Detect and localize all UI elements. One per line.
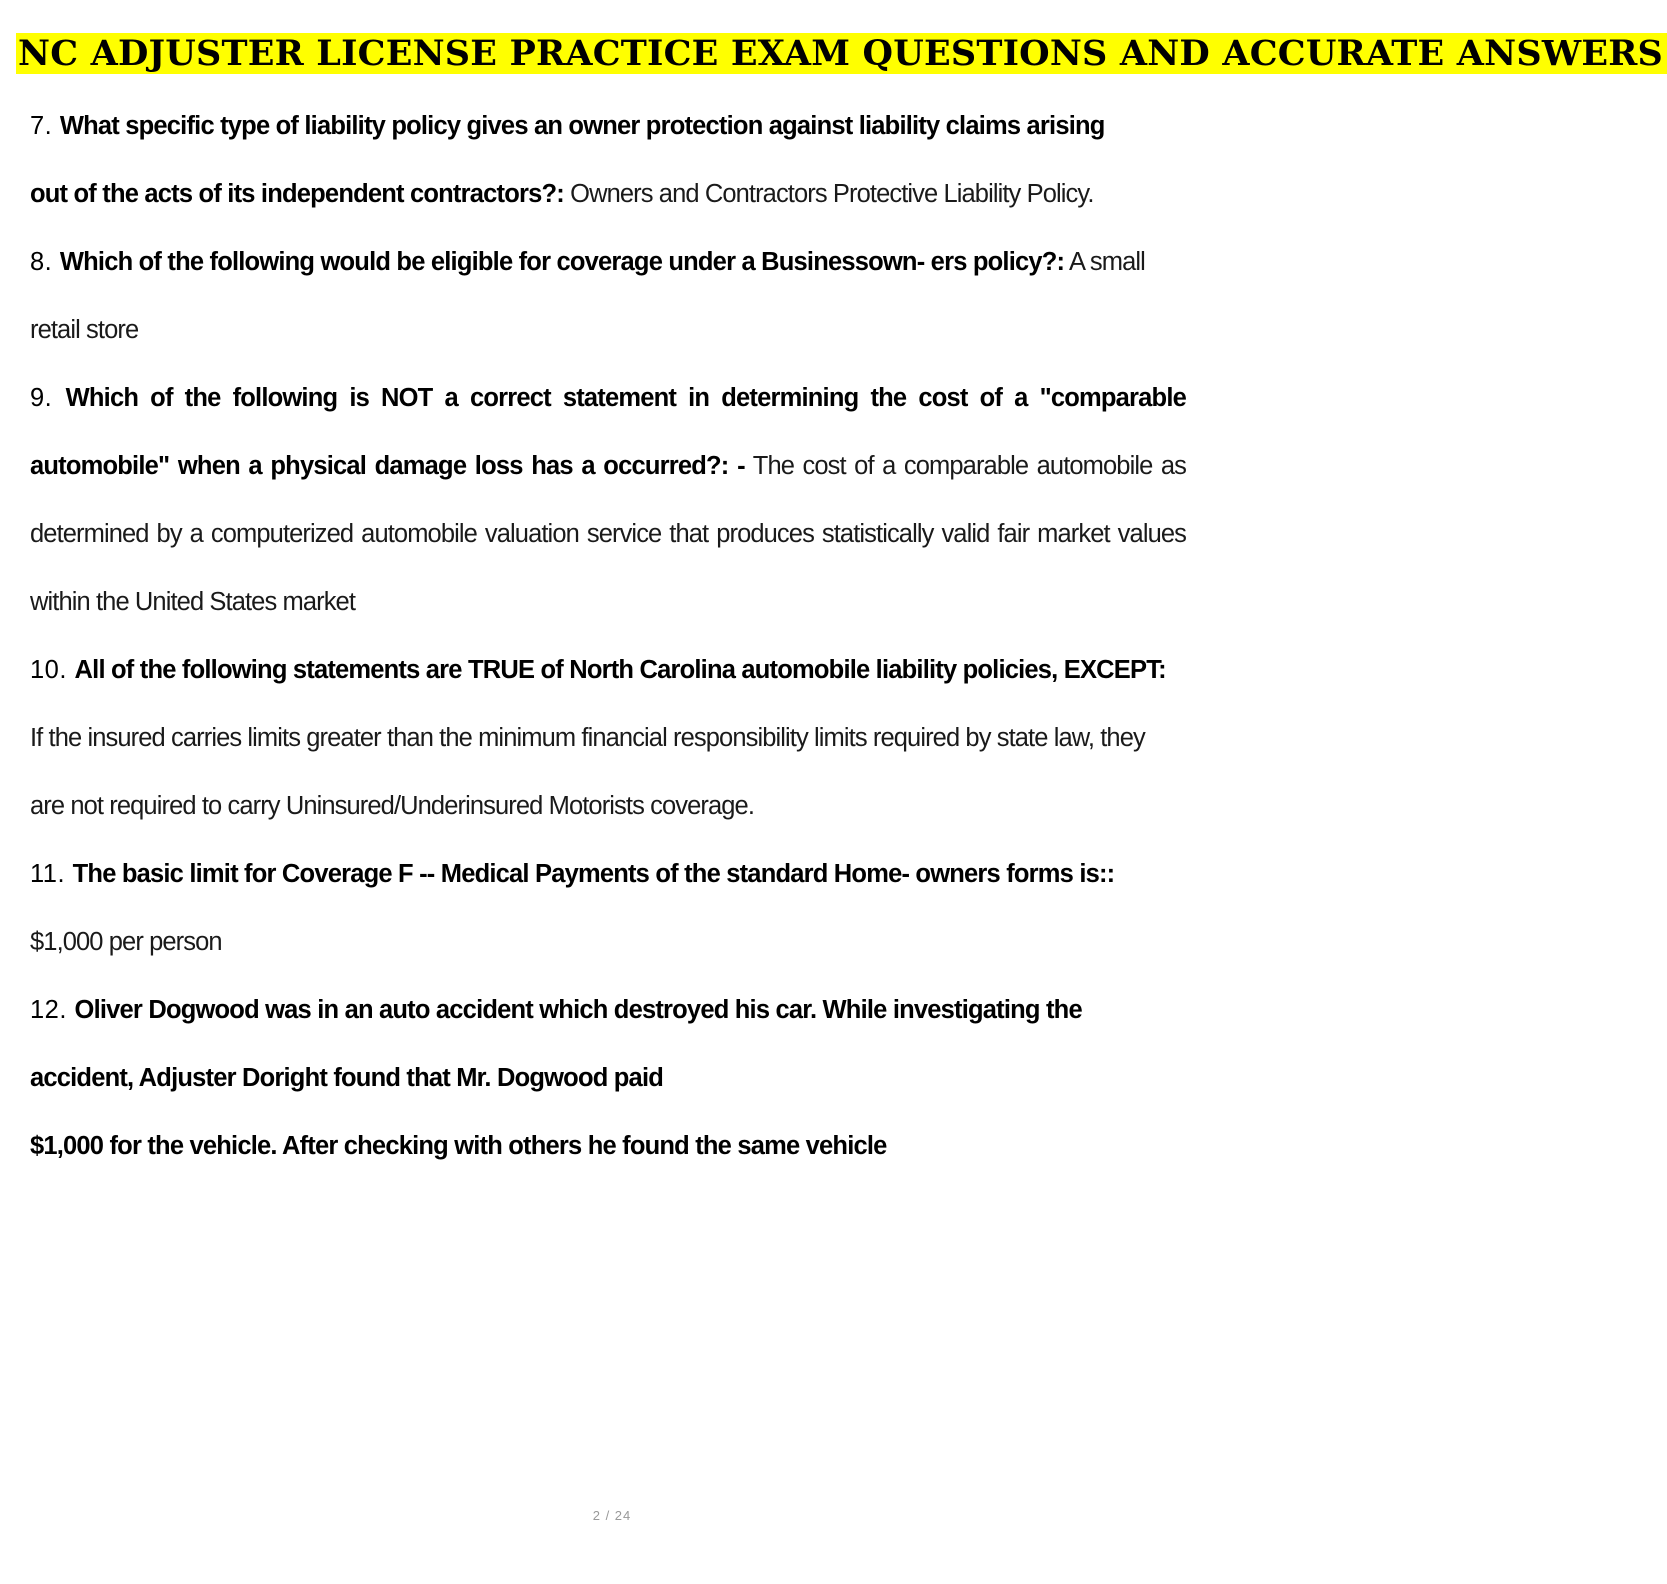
question-item-7: [30, 92, 1120, 228]
question-item-12: [30, 976, 1140, 1180]
answer-text: A small retail store: [30, 248, 1145, 344]
question-number: 10.: [30, 656, 75, 684]
question-text: The basic limit for Coverage F -- Medical Payments of the standard Home- owners forms is::: [72, 860, 1115, 888]
answer-text: If the insured carries limits greater than the minimum financial responsibility limits required by state law, they are not required to carry Uninsured/Underinsured Motorists coverage.: [30, 724, 1145, 820]
question-text-continued: $1,000 for the vehicle. After checking with others he found the same vehicle: [30, 1132, 887, 1160]
question-number: 8.: [30, 248, 60, 276]
question-number: 12.: [30, 996, 75, 1024]
question-number: 11.: [30, 860, 73, 888]
answer-text: The cost of a comparable automobile as determined by a computerized automobile valuation service that produces statistically valid fair market values within the United States market: [30, 452, 1187, 616]
question-text: What specific type of liability policy gives an owner protection against liability claims arising out of the acts of its independent contractors?:: [30, 112, 1105, 208]
question-text: All of the following statements are TRUE of North Carolina automobile liability policies, EXCEPT:: [74, 656, 1166, 684]
question-item-10: [30, 636, 1170, 840]
question-item-8: [30, 228, 1186, 364]
answer-text: $1,000 per person: [30, 928, 222, 956]
question-item-9: [30, 364, 1186, 636]
question-number: 9.: [30, 384, 66, 412]
question-text: Which of the following is NOT a correct statement in determining the cost of a "comparable automobile" when a physical damage loss has a occurred?: -: [30, 384, 1186, 480]
document-title: [16, 28, 1663, 80]
question-number: 7.: [30, 112, 60, 140]
answer-text: Owners and Contractors Protective Liability Policy.: [563, 180, 1094, 208]
page-indicator: 2 / 24: [592, 1508, 632, 1523]
question-text: Oliver Dogwood was in an auto accident which destroyed his car. While investigating the accident, Adjuster Doright found that Mr. Dogwood paid: [30, 996, 1082, 1092]
question-item-11: [30, 840, 1186, 976]
question-text: Which of the following would be eligible for coverage under a Businessown- ers policy?:: [59, 248, 1065, 276]
document-title-text: NC ADJUSTER LICENSE PRACTICE EXAM QUESTIONS AND ACCURATE ANSWERS: [16, 33, 1667, 74]
document-body: [30, 92, 1186, 1180]
